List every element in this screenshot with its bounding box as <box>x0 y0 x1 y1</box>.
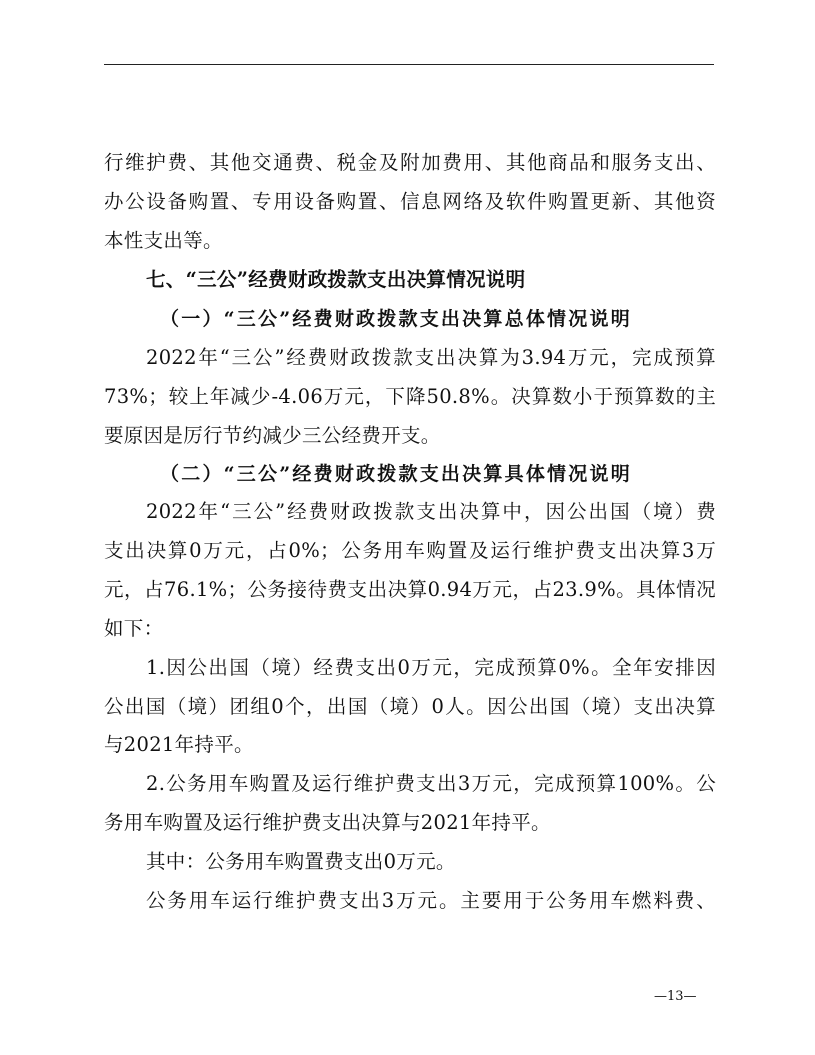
paragraph-line: 支出决算0万元，占0%；公务用车购置及运行维护费支出决算3万 <box>104 539 716 562</box>
paragraph-line: 其中：公务用车购置费支出0万元。 <box>146 850 456 873</box>
paragraph-line: 要原因是厉行节约减少三公经费开支。 <box>104 424 441 447</box>
header-rule <box>104 64 714 65</box>
subsection-heading: （二）“三公”经费财政拨款支出决算具体情况说明 <box>160 463 630 485</box>
page-number: —13— <box>654 989 697 1004</box>
paragraph-line: 2022年“三公”经费财政拨款支出决算中，因公出国（境）费 <box>146 500 716 523</box>
paragraph-line: 73%；较上年减少-4.06万元，下降50.8%。决算数小于预算数的主 <box>104 385 716 408</box>
paragraph-line: 1.因公出国（境）经费支出0万元，完成预算0%。全年安排因 <box>146 656 716 679</box>
paragraph-line: 与2021年持平。 <box>104 733 254 756</box>
paragraph-line: 公务用车运行维护费支出3万元。主要用于公务用车燃料费、 <box>146 889 716 912</box>
paragraph-line: 公出国（境）团组0个，出国（境）0人。因公出国（境）支出决算 <box>104 695 716 718</box>
paragraph-line: 务用车购置及运行维护费支出决算与2021年持平。 <box>104 811 551 834</box>
paragraph-line: 行维护费、其他交通费、税金及附加费用、其他商品和服务支出、 <box>104 151 716 174</box>
subsection-heading: （一）“三公”经费财政拨款支出决算总体情况说明 <box>160 308 630 330</box>
paragraph-line: 如下： <box>104 617 164 640</box>
paragraph-line: 2022年“三公”经费财政拨款支出决算为3.94万元，完成预算 <box>146 346 716 369</box>
paragraph-line: 办公设备购置、专用设备购置、信息网络及软件购置更新、其他资 <box>104 190 716 213</box>
paragraph-line: 2.公务用车购置及运行维护费支出3万元，完成预算100%。公 <box>146 772 716 795</box>
paragraph-line: 本性支出等。 <box>104 229 223 252</box>
section-heading: 七、“三公”经费财政拨款支出决算情况说明 <box>146 268 526 291</box>
paragraph-line: 元，占76.1%；公务接待费支出决算0.94万元，占23.9%。具体情况 <box>104 578 716 601</box>
